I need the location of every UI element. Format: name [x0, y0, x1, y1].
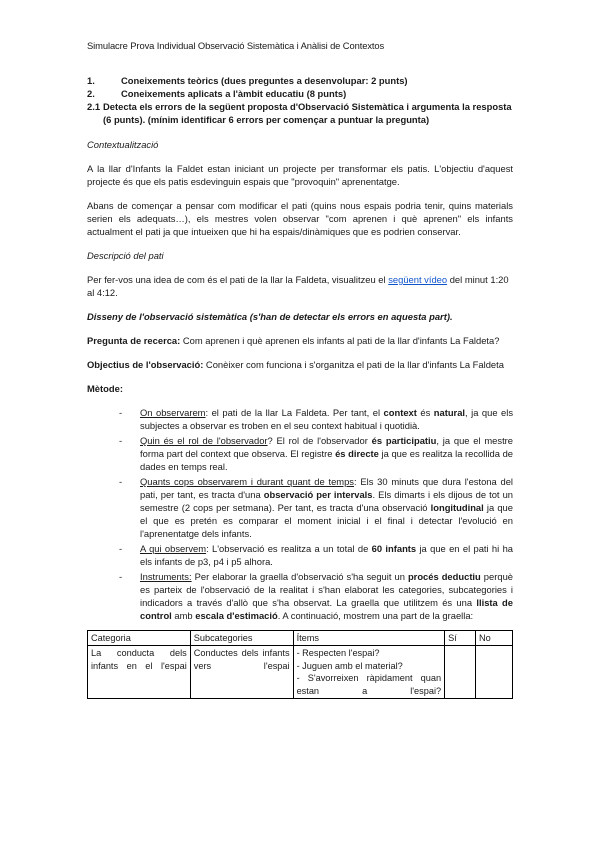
- table-row: [88, 646, 513, 699]
- method-label: Mètode:: [87, 383, 123, 394]
- bullet-dash: -: [119, 476, 123, 487]
- research-question: [87, 334, 513, 347]
- question-number: 2.: [87, 88, 95, 99]
- pati-heading: Descripció del pati: [87, 250, 164, 261]
- header-subcategories: Subcategories: [190, 631, 293, 646]
- method-item-where: - On observarem: el pati de la llar La Faldeta. Per tant, el context és natural, ja que els subjectes a observar es troben en el seu context habitual i quotidià.: [119, 407, 514, 431]
- bullet-dash: -: [119, 435, 123, 446]
- context-paragraph-1: A la llar d'Infants la Faldet estan iniciant un projecte per transformar els patis. L'objectiu d'aquest projecte és que els patis esdevinguin espais que "provoquin" aprenentatge.: [87, 163, 513, 187]
- question-item: [87, 87, 513, 100]
- design-heading: Disseny de l'observació sistemàtica (s'han de detectar els errors en aquesta part).: [87, 311, 453, 322]
- video-link[interactable]: següent vídeo: [388, 274, 448, 285]
- grid-item: - Juguen amb el material?: [296, 660, 403, 671]
- cell-no: [476, 646, 513, 699]
- question-item: [87, 74, 513, 87]
- pati-text-after: del minut 1:20 al 4:12.: [87, 274, 509, 298]
- header-items: Ítems: [293, 631, 445, 646]
- method-item-observer-role: - Quin és el rol de l'observador? El rol de l'observador és participatiu, ja que el mestre forma part del context que observa. El registre és directe ja que es realitza la recollida de dades en temps real.: [119, 435, 514, 472]
- question-text: Coneixements aplicats a l'àmbit educatiu (8 punts): [121, 88, 347, 99]
- method-list: [87, 406, 513, 622]
- method-item-frequency: - Quants cops observarem i durant quant de temps: Els 30 minuts que dura l'estona del pati, per tant, es tracta d'una observació per intervals. Els dimarts i els dijous de tot un semestre (2 cops per setmana). Per tant, es tracta d'una observació longitudinal ja que el que es pretén es comparar el moment inicial i el final i detectar l'evolució en l'aprenentatge dels infants.: [119, 476, 513, 539]
- question-number: 2.1: [87, 101, 101, 112]
- method-item-subjects: - A qui observem: L'observació es realitza a un total de 60 infants ja que en el pati hi ha els infants de p3, p4 i p5 alhora.: [119, 543, 513, 567]
- header-no: No: [476, 631, 513, 646]
- question-text: Coneixements teòrics (dues preguntes a desenvolupar: 2 punts): [121, 75, 408, 86]
- cell-category: La conducta dels infants en el l'espai: [88, 646, 191, 699]
- question-text: Detecta els errors de la següent proposta d'Observació Sistemàtica i argumenta la resposta (6 punts). (mínim identificar 6 errors per començar a puntuar la pregunta): [103, 101, 512, 125]
- observation-objective: [87, 358, 513, 371]
- cell-subcategory: Conductes dels infants vers l'espai: [190, 646, 293, 699]
- grid-item: - Respecten l'espai?: [296, 648, 380, 659]
- bullet-dash: -: [119, 543, 123, 554]
- research-question-label: Pregunta de recerca:: [87, 335, 181, 346]
- header-categoria: Categoria: [88, 631, 191, 646]
- cell-si: [445, 646, 476, 699]
- bullet-dash: -: [119, 571, 123, 582]
- pati-paragraph: [87, 273, 513, 299]
- objective-text: Conèixer com funciona i s'organitza el pati de la llar d'infants La Faldeta: [203, 359, 504, 370]
- objective-label: Objectius de l'observació:: [87, 359, 204, 370]
- document-body: [87, 74, 513, 699]
- cell-items: [293, 646, 445, 699]
- question-item: [87, 100, 513, 126]
- context-heading: Contextualització: [87, 139, 159, 150]
- table-header-row: [88, 631, 513, 646]
- page-header: Simulacre Prova Individual Observació Sistemàtica i Anàlisi de Contextos: [87, 40, 385, 51]
- bullet-dash: -: [119, 407, 123, 418]
- grid-item: - S'avorreixen ràpidament quan estan a l'espai?: [296, 673, 442, 696]
- method-item-instruments: - Instruments: Per elaborar la graella d'observació s'ha seguit un procés deductiu perquè es parteix de l'observació de la realitat i s'han elaborat les categories, subcategories i indicadors a través d'allò que s'ha observat. La graella que utilitzem és una llista de control amb escala d'estimació. A continuació, mostrem una part de la graella:: [119, 571, 513, 621]
- question-number: 1.: [87, 75, 95, 86]
- context-paragraph-2: Abans de començar a pensar com modificar el pati (quins nous espais podria tenir, quins materials serien els adequats…), els mestres volen observar "com aprenen i què aprenen" els infants actualment el pati ja que intueixen que hi ha espais/dinàmiques que es podrien conservar.: [87, 200, 513, 237]
- observation-grid-table: [87, 630, 513, 699]
- pati-text-before: Per fer-vos una idea de com és el pati de la llar la Faldeta, visualitzeu el: [87, 274, 389, 285]
- header-si: Sí: [445, 631, 476, 646]
- question-list: [87, 74, 513, 126]
- research-question-text: Com aprenen i què aprenen els infants al pati de la llar d'infants La Faldeta?: [180, 335, 500, 346]
